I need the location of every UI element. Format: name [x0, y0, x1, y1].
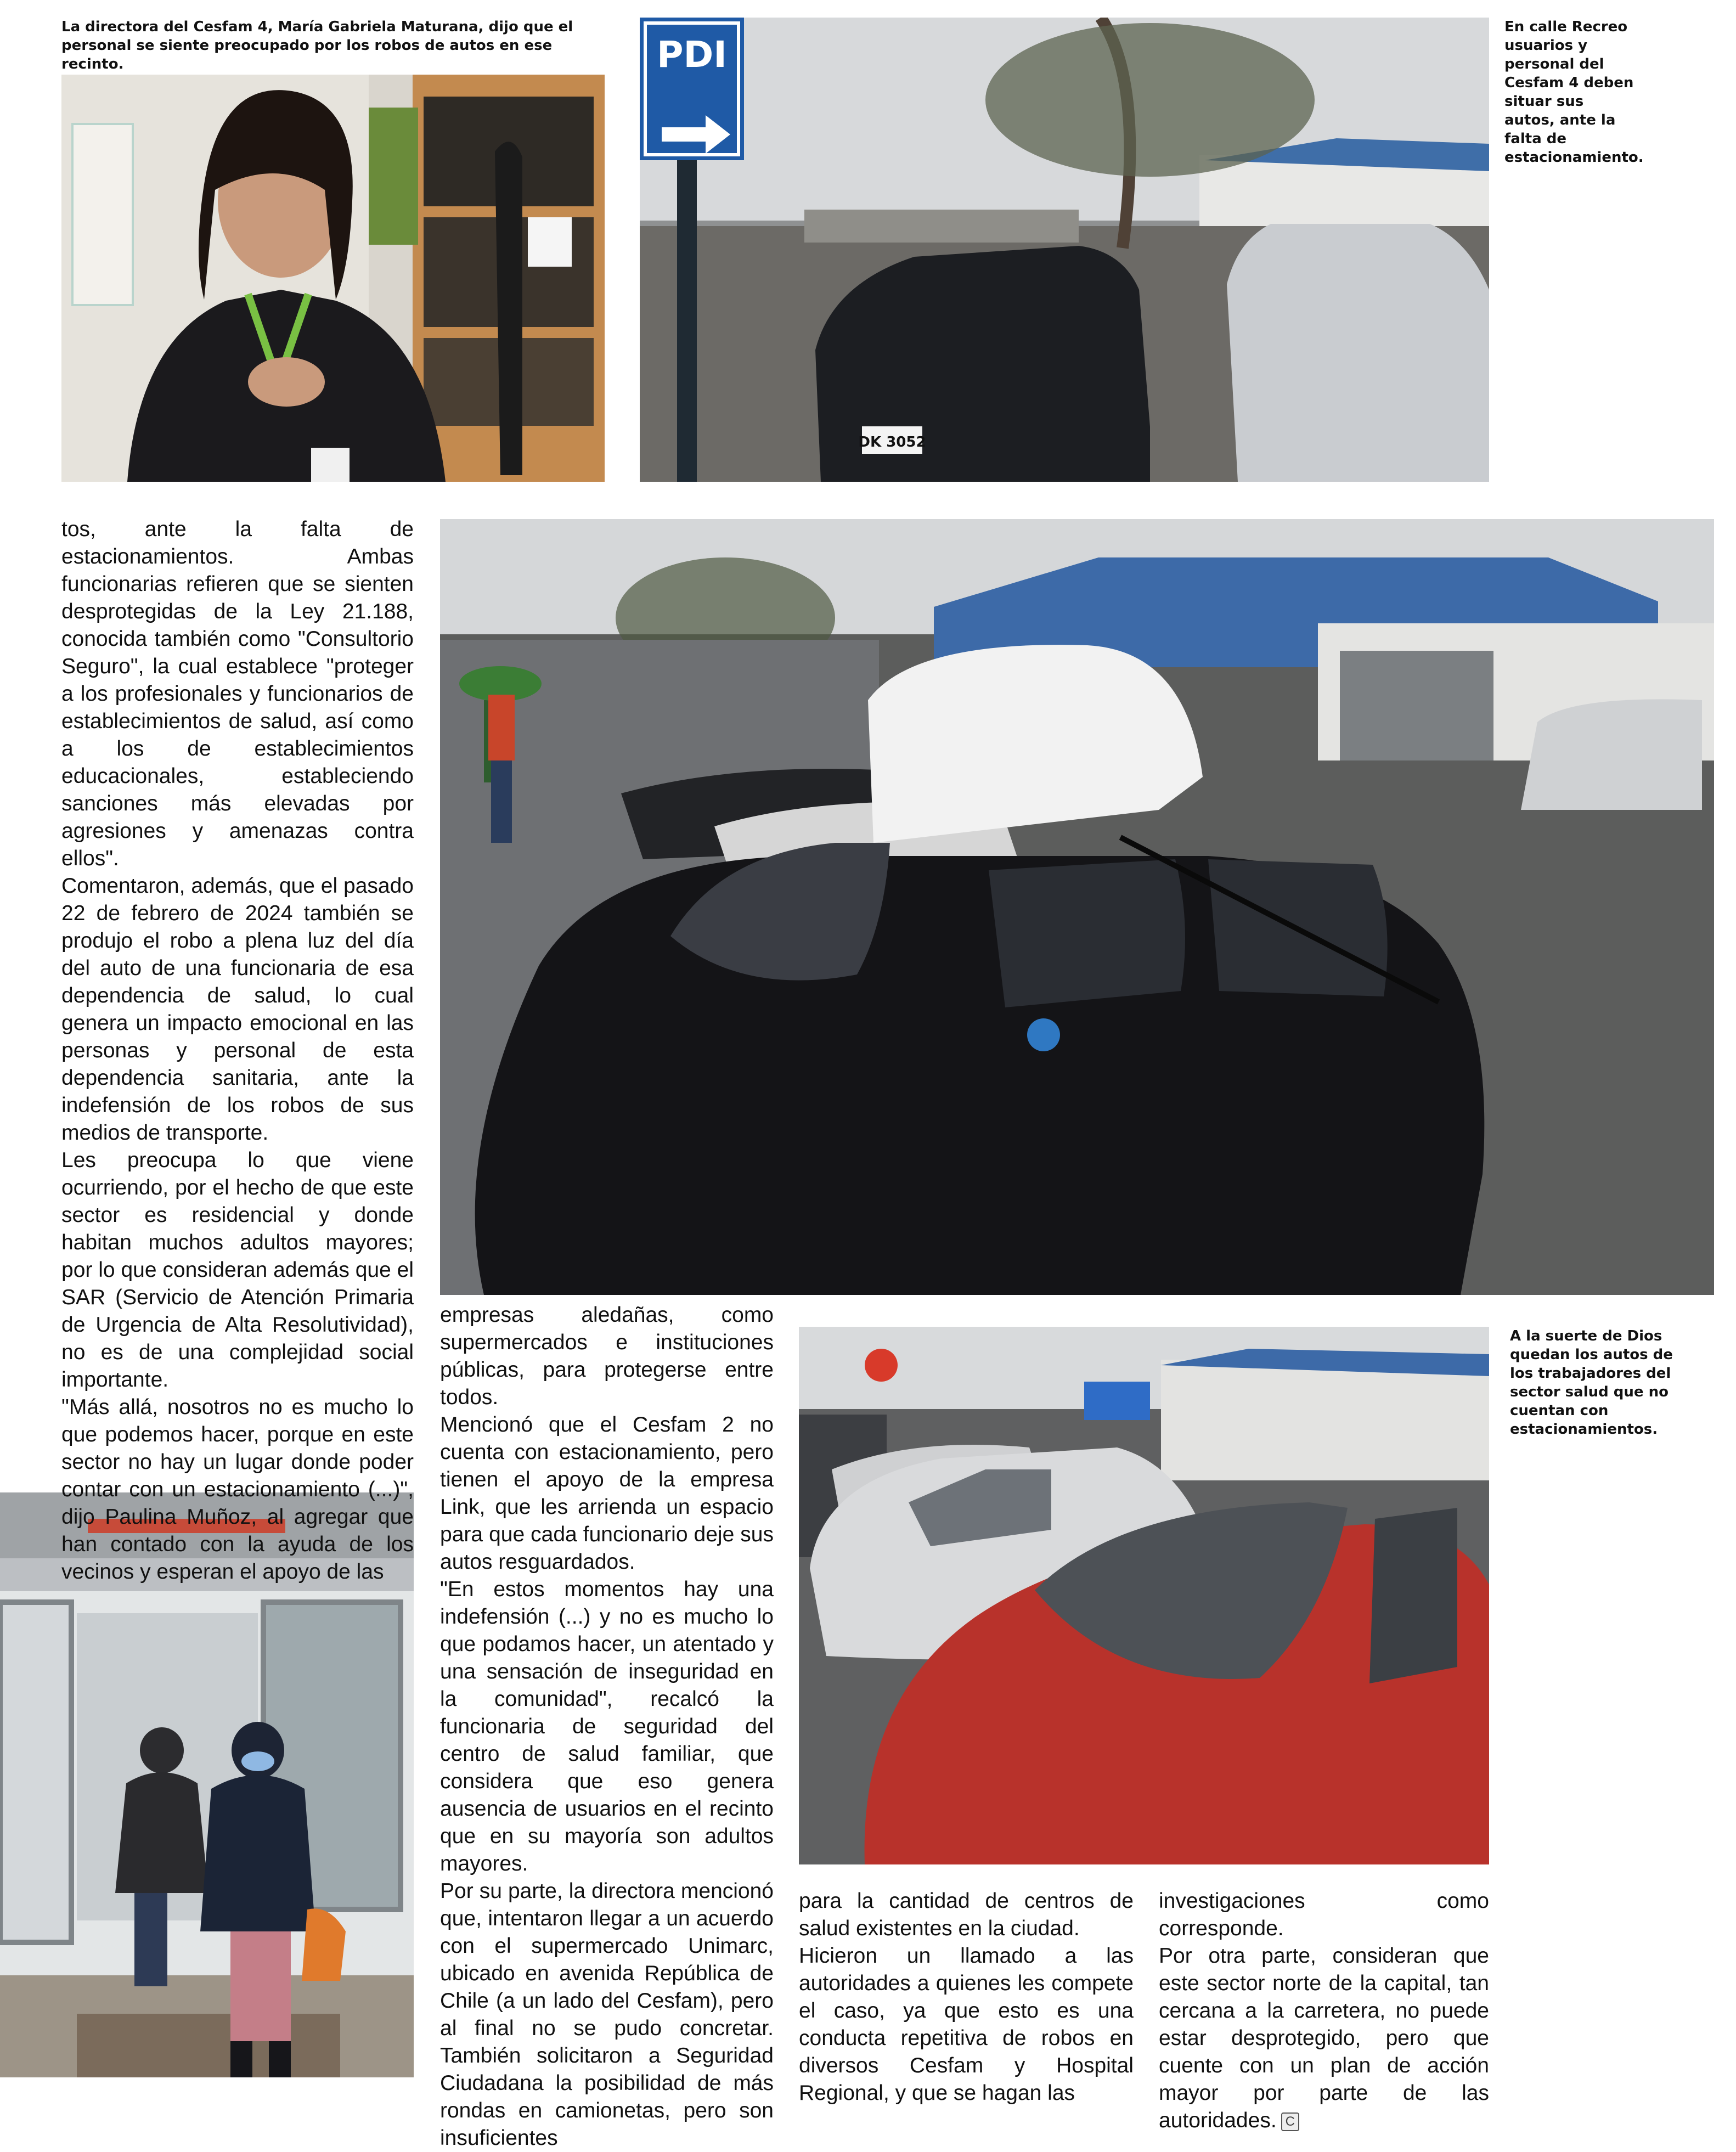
- paragraph: para la cantidad de centros de salud existentes en la ciudad.: [799, 1889, 1134, 1940]
- paragraph: Hicieron un llamado a las autoridades a quienes les compete el caso, ya que esto es una conducta repetitiva de robos en diversos Cesfam y Hospital Regional, y que se hagan las: [799, 1944, 1134, 2105]
- photo-director: [61, 75, 605, 482]
- paragraph: investigaciones como corresponde.: [1159, 1889, 1489, 1940]
- paragraph: tos, ante la falta de estacionamientos. Ambas funcionarias refieren que se sienten desprotegidas de la Ley 21.188, conocida también como "Consultorio Seguro", la cual establece "proteger a los profesionales y funcionarios de establecimientos de salud, así como a los de establecimientos educacionales, estableciendo sanciones más elevadas por agresiones y amenazas contra ellos".: [61, 517, 414, 870]
- pdi-sign-text: PDI: [657, 33, 727, 76]
- end-of-article-icon: C: [1281, 2112, 1299, 2131]
- article-column-2: [440, 1302, 774, 2152]
- article-column-1: [61, 516, 414, 1586]
- paragraph: "En estos momentos hay una indefensión (...) y no es mucho lo que podamos hacer, un atentado y una sensación de inseguridad en la comunidad", recalcó la funcionaria de seguridad del centro de salud familiar, que considera que eso genera ausencia de usuarios en el recinto que en su mayoría son adultos mayores.: [440, 1578, 774, 1875]
- paragraph: Por su parte, la directora mencionó que, intentaron llegar a un acuerdo con el supermercado Unimarc, ubicado en avenida República de Chile (a un lado del Cesfam), pero al final no se pudo concretar. También solicitaron a Seguridad Ciudadana la posibilidad de más rondas en camionetas, pero son insuficientes: [440, 1879, 774, 2150]
- caption-street: En calle Recreo usuarios y personal del Cesfam 4 deben situar sus autos, ante la falta de estacionamiento.: [1504, 19, 1644, 166]
- license-plate: DK 3052: [858, 434, 926, 450]
- photo-street-parking: [640, 18, 1489, 482]
- photo-black-car: [440, 519, 1714, 1295]
- article-column-4: [1159, 1888, 1489, 2134]
- caption-director: La directora del Cesfam 4, María Gabriela Maturana, dijo que el personal se siente preocupado por los robos de autos en ese recinto.: [61, 19, 573, 72]
- article-column-3: [799, 1888, 1134, 2107]
- paragraph: "Más allá, nosotros no es mucho lo que podemos hacer, porque en este sector no hay un lugar donde poder contar con un estacionamiento (...)", dijo Paulina Muñoz, al agregar que han contado con la ayuda de los vecinos y esperan el apoyo de las: [61, 1395, 414, 1584]
- paragraph: empresas aledañas, como supermercados e instituciones públicas, para protegerse entre todos.: [440, 1303, 774, 1409]
- photo-red-car: [799, 1327, 1489, 1864]
- paragraph: Mencionó que el Cesfam 2 no cuenta con estacionamiento, pero tienen el apoyo de la empresa Link, que les arrienda un espacio para que cada funcionario deje sus autos resguardados.: [440, 1413, 774, 1574]
- paragraph: Les preocupa lo que viene ocurriendo, por el hecho de que este sector es residencial y donde habitan muchos adultos mayores; por lo que consideran además que el SAR (Servicio de Atención Primaria de Urgencia de Alta Resolutividad), no es de una complejidad social importante.: [61, 1148, 414, 1392]
- paragraph-text: Por otra parte, consideran que este sector norte de la capital, tan cercana a la carretera, no puede estar desprotegido, pero que cuente con un plan de acción mayor por parte de las autoridades.: [1159, 1944, 1489, 2132]
- paragraph-last: [1159, 1942, 1489, 2134]
- caption-luck: A la suerte de Dios quedan los autos de los trabajadores del sector salud que no cuentan con estacionamientos.: [1510, 1328, 1673, 1438]
- paragraph: Comentaron, además, que el pasado 22 de febrero de 2024 también se produjo el robo a plena luz del día del auto de una funcionaria de esa dependencia de salud, lo cual genera un impacto emocional en las personas y personal de esta dependencia sanitaria, ante la indefensión de los robos de sus medios de transporte.: [61, 874, 414, 1145]
